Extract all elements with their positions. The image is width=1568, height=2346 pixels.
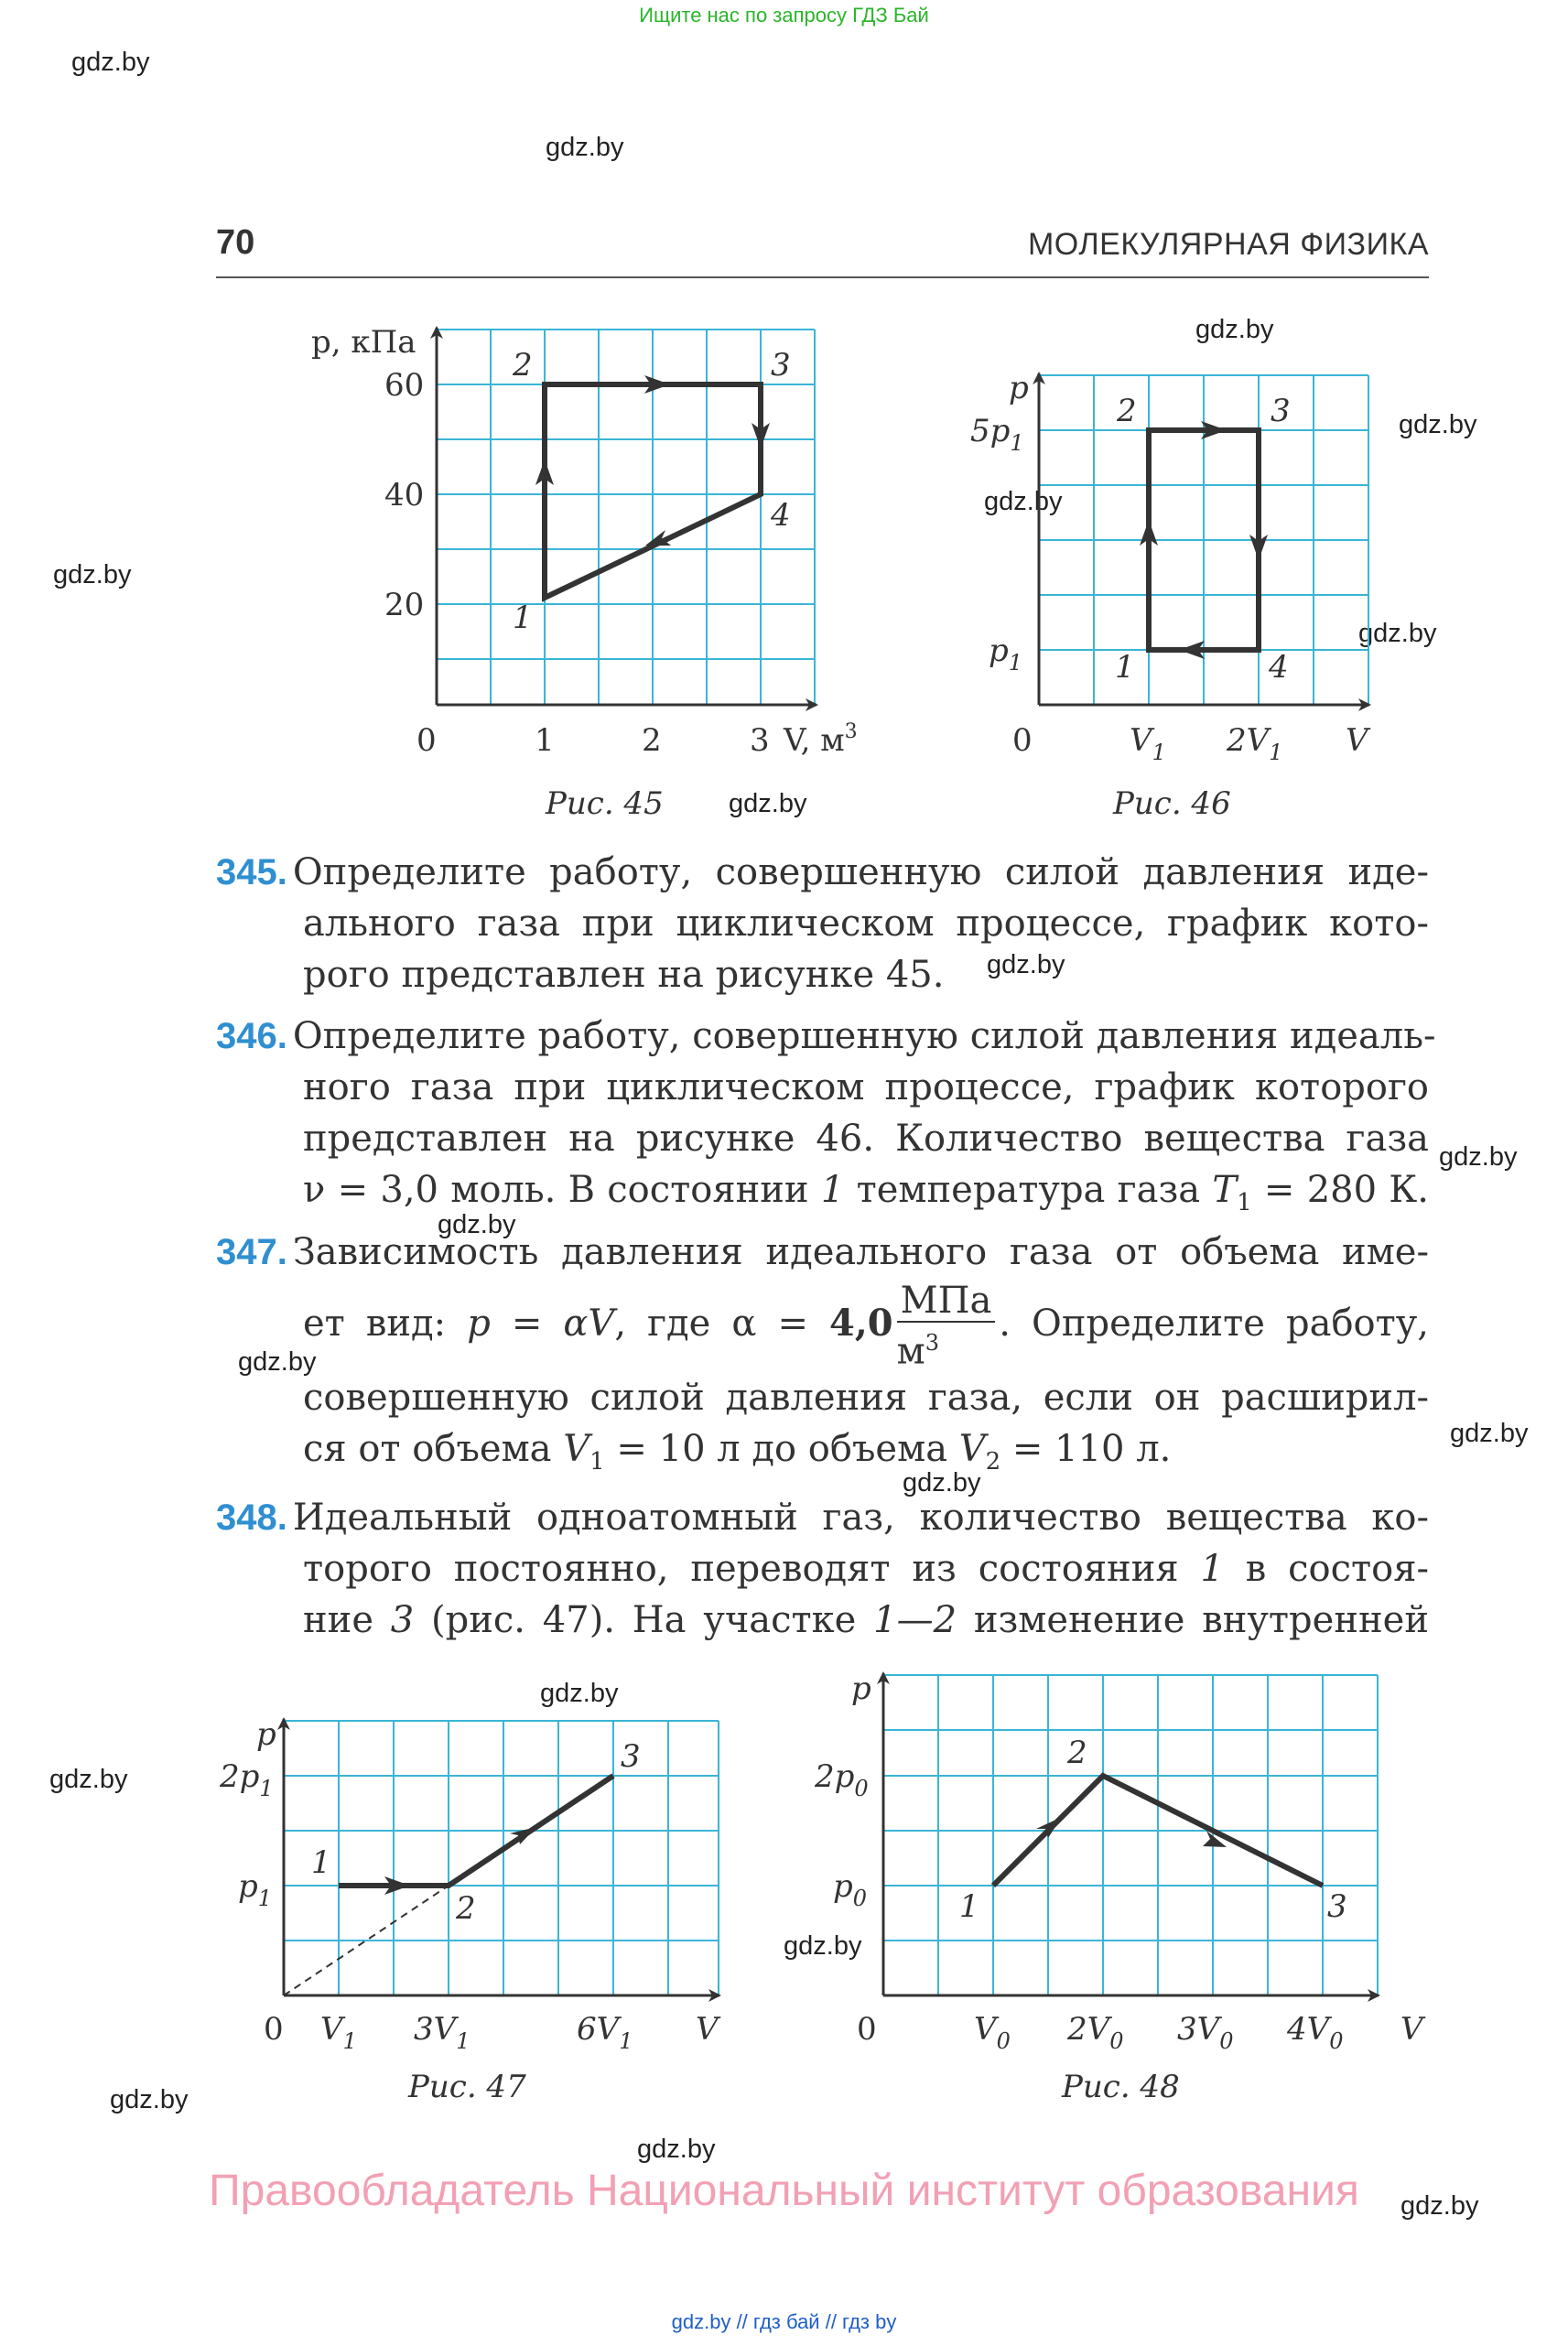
point-1: 1 (311, 1844, 331, 1881)
y-tick-2p1: $2p_1$ (220, 1758, 274, 1801)
point-3: 3 (1271, 393, 1291, 429)
x-tick-v1: $V_1$ (320, 2011, 357, 2054)
y-axis-label: p (1009, 370, 1029, 406)
point-2: 2 (1067, 1735, 1087, 1771)
y-tick-60: 60 (384, 367, 425, 404)
figure-45 (293, 311, 897, 787)
watermark: gdz.by (53, 560, 132, 589)
y-axis-label: p (256, 1716, 276, 1753)
x-tick-2v1: $2V_1$ (1227, 722, 1283, 765)
x-tick-v0: $V_0$ (974, 2011, 1011, 2054)
origin-label: 0 (1012, 722, 1033, 759)
point-1: 1 (1115, 649, 1135, 686)
point-2: 2 (1117, 393, 1137, 429)
watermark: gdz.by (540, 1679, 619, 1708)
y-axis-label: p, кПа (311, 324, 416, 361)
problem-348: 348. Идеальный одноатомный газ, количество вещества ко- торого постоянно, переводят из состояния 1 в состоя- ние 3 (рис. 47). На участке 1—2 изменение внутренней (216, 1497, 1429, 1641)
x-tick-3: 3 (750, 722, 770, 759)
footer-links[interactable]: gdz.by // гдз бай // гдз by (671, 2310, 897, 2333)
x-tick-3v1: $3V_1$ (414, 2011, 470, 2054)
watermark: gdz.by (1195, 315, 1274, 344)
point-2: 2 (513, 347, 533, 384)
x-tick-v1: $V_1$ (1130, 722, 1166, 765)
y-tick-p1: $p_1$ (238, 1868, 273, 1911)
copyright-notice: Правообладатель Национальный институт образования (209, 2167, 1359, 2215)
point-4: 4 (1269, 649, 1289, 686)
y-tick-p0: $p_0$ (833, 1868, 868, 1911)
y-tick-5p1: $5p_1$ (970, 413, 1024, 456)
point-3: 3 (771, 347, 791, 384)
x-axis-label: V (696, 2011, 719, 2048)
problem-number: 348. (216, 1497, 287, 1538)
x-axis-label: V (1346, 722, 1368, 759)
watermark: gdz.by (49, 1765, 128, 1794)
running-head: МОЛЕКУЛЯРНАЯ ФИЗИКА (1027, 227, 1429, 262)
problem-346: 346. Определите работу, совершенную силой давления идеаль- ного газа при циклическом процессе, график которого представлен на рисунке 46. Количество вещества газа ν = 3,0 моль. В состоянии 1 температура газа $T_1 = 280$ К. (216, 1015, 1436, 1216)
top-banner: Ищите нас по запросу ГДЗ Бай (639, 4, 929, 27)
origin-label: 0 (264, 2011, 284, 2048)
watermark: gdz.by (984, 487, 1063, 516)
watermark: gdz.by (1450, 1419, 1529, 1448)
x-axis-label: V, $м^3$ (784, 720, 858, 759)
watermark: gdz.by (238, 1347, 317, 1377)
caption-fig47: Рис. 47 (408, 2069, 526, 2105)
x-tick-4v0: $4V_0$ (1287, 2011, 1344, 2054)
watermark: gdz.by (1399, 410, 1477, 439)
figure-46 (961, 357, 1419, 778)
point-3: 3 (621, 1738, 641, 1775)
point-4: 4 (771, 497, 791, 534)
x-tick-2v0: $2V_0$ (1067, 2011, 1124, 2054)
grid-fig48 (883, 1675, 1378, 1995)
x-axis-label: V (1400, 2011, 1423, 2048)
y-tick-40: 40 (384, 477, 425, 514)
x-tick-2: 2 (642, 722, 662, 759)
watermark: gdz.by (71, 48, 150, 77)
x-tick-1: 1 (535, 722, 555, 759)
point-1: 1 (513, 600, 533, 636)
point-3: 3 (1327, 1888, 1347, 1925)
caption-fig46: Рис. 46 (1113, 785, 1231, 822)
watermark: gdz.by (637, 2135, 716, 2164)
watermark: gdz.by (1400, 2191, 1479, 2221)
y-axis-label: p (851, 1670, 871, 1707)
problem-number: 345. (216, 852, 287, 892)
watermark: gdz.by (110, 2085, 189, 2114)
x-tick-3v0: $3V_0$ (1177, 2011, 1234, 2054)
watermark: gdz.by (1439, 1142, 1518, 1172)
watermark: gdz.by (903, 1468, 981, 1497)
y-tick-p1: $p_1$ (989, 632, 1023, 676)
watermark: gdz.by (987, 950, 1065, 979)
point-2: 2 (456, 1890, 476, 1927)
problem-number: 346. (216, 1016, 287, 1056)
y-tick-2p0: $2p_0$ (815, 1758, 869, 1801)
watermark: gdz.by (546, 133, 624, 162)
figure-47 (211, 1703, 760, 2087)
figure-48 (806, 1657, 1446, 2060)
header-rule (216, 276, 1429, 278)
problem-345: 345. Определите работу, совершенную силой давления иде- ального газа при циклическом процессе, график кото- рого представлен на рисунке 45. (216, 851, 1429, 996)
origin-label: 0 (857, 2011, 877, 2048)
watermark: gdz.by (1358, 619, 1437, 648)
watermark: gdz.by (784, 1931, 862, 1961)
page-number: 70 (216, 223, 255, 262)
y-tick-20: 20 (384, 587, 425, 623)
watermark: gdz.by (438, 1210, 516, 1239)
grid-fig47 (284, 1721, 719, 1995)
caption-fig48: Рис. 48 (1062, 2069, 1180, 2105)
caption-fig45: Рис. 45 (546, 785, 664, 822)
watermark: gdz.by (729, 789, 807, 818)
x-tick-6v1: $6V_1$ (577, 2011, 633, 2054)
problem-number: 347. (216, 1232, 287, 1272)
origin-label: 0 (416, 722, 437, 759)
problem-347: 347. Зависимость давления идеального газа от объема име- ет вид: p = αV, где α = 4,0 МПа $м^3$ . Определите работу, совершенную силой давления газа, если он расширил- ся от объема $V_1 = 10$ л до объема $V_2 = 110$ л. (216, 1231, 1430, 1476)
point-1: 1 (959, 1888, 979, 1925)
arrows-fig47 (384, 1827, 536, 1895)
